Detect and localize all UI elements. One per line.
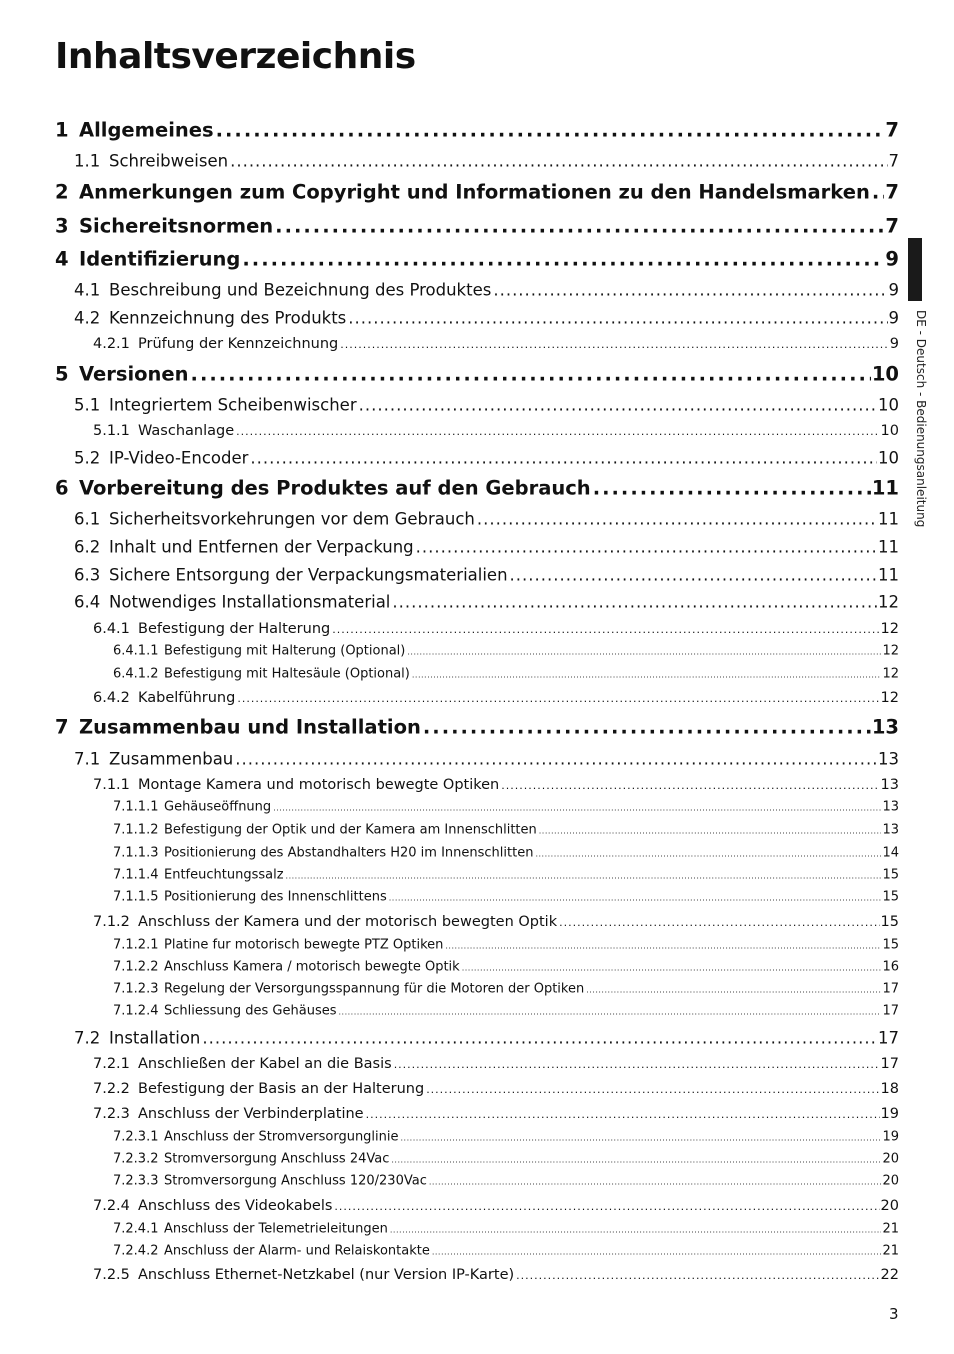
toc-entry[interactable]	[55, 152, 899, 171]
toc-entry-title: Befestigung mit Haltesäule (Optional)	[164, 666, 410, 682]
toc-entry-title: Notwendiges Installationsmaterial	[109, 592, 391, 612]
dot-leader	[236, 425, 879, 438]
toc-entry-title: Sicherheitsvorkehrungen vor dem Gebrauch	[109, 509, 475, 529]
toc-entry-page: 11	[878, 537, 899, 557]
toc-entry-title: Waschanlage	[138, 423, 235, 439]
toc-entry-number: 5.2	[74, 448, 101, 468]
page-number: 3	[889, 1305, 899, 1323]
toc-entry-page: 10	[880, 423, 899, 439]
toc-entry-number: 7.2.2	[93, 1081, 130, 1097]
page-title: Inhaltsverzeichnis	[55, 36, 416, 77]
toc-entry-title: Kennzeichnung des Produkts	[109, 308, 347, 328]
toc-entry-page: 12	[880, 621, 899, 637]
toc-entry-label	[93, 423, 236, 439]
toc-entry-page: 14	[882, 845, 899, 861]
dot-leader	[389, 894, 882, 903]
toc-entry-number: 7.1	[74, 749, 101, 769]
toc-entry-title: Kabelführung	[138, 690, 236, 706]
toc-entry-number: 6.4.2	[93, 690, 130, 706]
toc-entry-label	[93, 777, 501, 793]
toc-entry[interactable]	[55, 1174, 899, 1189]
toc-entry-title: Befestigung der Basis an der Halterung	[138, 1081, 425, 1097]
dot-leader	[394, 1058, 880, 1071]
toc-entry-title: Schreibweisen	[109, 151, 229, 171]
toc-entry-label	[55, 181, 872, 204]
toc-entry-page: 22	[880, 1267, 899, 1283]
dot-leader	[462, 964, 882, 973]
toc-entry-page: 13	[882, 799, 899, 815]
toc-entry[interactable]	[55, 449, 899, 468]
toc-entry-page: 20	[882, 1151, 899, 1167]
toc-entry-page: 13	[871, 715, 899, 739]
toc-entry-number: 6.4.1.2	[113, 666, 159, 682]
toc-entry-page: 21	[882, 1243, 899, 1259]
toc-entry-label	[113, 667, 412, 682]
toc-entry-title: Beschreibung und Bezeichnung des Produktes	[109, 280, 492, 300]
dot-leader	[390, 1226, 882, 1235]
toc-entry-label	[113, 1174, 429, 1189]
toc-entry-title: Versionen	[79, 362, 189, 386]
toc-entry[interactable]	[55, 777, 899, 793]
toc-entry-title: Befestigung mit Halterung (Optional)	[164, 643, 406, 659]
dot-leader	[872, 181, 885, 204]
toc-entry-number: 4.1	[74, 280, 101, 300]
toc-entry-number: 7.1.2.1	[113, 937, 159, 953]
dot-leader	[477, 510, 877, 529]
toc-entry-label	[113, 982, 586, 997]
toc-entry-label	[113, 1152, 391, 1167]
dot-leader	[516, 1269, 879, 1282]
toc-entry-title: Entfeuchtungssalz	[164, 867, 284, 883]
toc-entry-label	[93, 1267, 516, 1283]
toc-entry-number: 7.2.4.2	[113, 1243, 159, 1259]
toc-entry-page: 13	[878, 749, 899, 769]
toc-entry-label	[113, 1222, 390, 1237]
toc-entry-number: 7.1.1.4	[113, 867, 159, 883]
toc-entry-title: Anschluss der Stromversorgunglinie	[164, 1129, 399, 1145]
toc-entry-page: 19	[880, 1106, 899, 1122]
dot-leader	[334, 1200, 879, 1213]
toc-entry-title: Anmerkungen zum Copyright und Informationen zu den Handelsmarken	[79, 180, 870, 204]
toc-entry-label	[93, 1198, 334, 1214]
toc-entry-title: Anschluss der Kamera und der motorisch bewegten Optik	[138, 914, 558, 930]
toc-entry[interactable]	[55, 823, 899, 838]
toc-entry-number: 6.2	[74, 537, 101, 557]
toc-entry[interactable]	[55, 336, 899, 352]
dot-leader	[230, 152, 887, 171]
toc-entry-number: 7.2	[74, 1028, 101, 1048]
toc-entry[interactable]	[55, 538, 899, 557]
toc-entry[interactable]	[55, 309, 899, 328]
toc-entry-title: Positionierung des Abstandhalters H20 im Innenschlitten	[164, 845, 534, 861]
toc-entry-page: 10	[878, 448, 899, 468]
toc-entry-number: 6.3	[74, 565, 101, 585]
dot-leader	[235, 750, 877, 769]
toc-entry-number: 1.1	[74, 151, 101, 171]
dot-leader	[586, 986, 881, 995]
toc-entry-page: 9	[888, 308, 899, 328]
toc-entry-page: 12	[878, 592, 899, 612]
toc-entry[interactable]	[55, 1152, 899, 1167]
toc-entry-page: 17	[882, 1003, 899, 1019]
toc-entry-title: Vorbereitung des Produktes auf den Gebrauch	[79, 476, 591, 500]
toc-entry-title: Anschluss der Verbinderplatine	[138, 1106, 364, 1122]
dot-leader	[535, 850, 881, 859]
toc-entry[interactable]	[55, 248, 899, 271]
toc-entry-number: 1	[55, 118, 69, 142]
toc-entry-title: Allgemeines	[79, 118, 214, 142]
toc-entry-page: 10	[878, 395, 899, 415]
toc-entry-number: 7	[55, 715, 69, 739]
toc-entry-page: 16	[882, 959, 899, 975]
toc-entry-title: Positionierung des Innenschlittens	[164, 889, 387, 905]
toc-entry-number: 7.2.3.1	[113, 1129, 159, 1145]
toc-entry-number: 7.1.1	[93, 777, 130, 793]
toc-entry-title: Inhalt und Entfernen der Verpackung	[109, 537, 414, 557]
language-tab-marker	[908, 238, 922, 301]
dot-leader	[401, 1134, 882, 1143]
toc-entry[interactable]	[55, 868, 899, 883]
toc-entry-label	[55, 215, 275, 238]
toc-entry[interactable]	[55, 800, 899, 815]
toc-entry-page: 11	[878, 509, 899, 529]
toc-entry-label	[113, 960, 462, 975]
dot-leader	[432, 1248, 882, 1257]
toc-entry[interactable]	[55, 1130, 899, 1145]
toc-entry-number: 4	[55, 247, 69, 271]
toc-entry-page: 7	[885, 118, 899, 142]
toc-entry-label	[74, 510, 477, 529]
dot-leader	[332, 623, 879, 636]
toc-entry-label	[74, 152, 230, 171]
toc-entry-title: Prüfung der Kennzeichnung	[138, 336, 339, 352]
toc-entry-title: Anschluss der Alarm- und Relaiskontakte	[164, 1243, 430, 1259]
toc-entry-number: 6.4.1	[93, 621, 130, 637]
toc-entry-label	[55, 363, 191, 386]
toc-entry-title: Anschluss Kamera / motorisch bewegte Optik	[164, 959, 460, 975]
toc-entry[interactable]	[55, 1106, 899, 1122]
toc-entry[interactable]	[55, 181, 899, 204]
toc-entry-page: 7	[888, 151, 899, 171]
toc-entry[interactable]	[55, 938, 899, 953]
toc-entry-label	[93, 621, 332, 637]
toc-entry[interactable]	[55, 750, 899, 769]
toc-entry-label	[93, 1106, 366, 1122]
dot-leader	[250, 449, 877, 468]
toc-entry-label	[74, 309, 348, 328]
dot-leader	[539, 827, 882, 836]
toc-entry-page: 12	[882, 643, 899, 659]
toc-entry-title: Platine fur motorisch bewegte PTZ Optiken	[164, 937, 444, 953]
toc-entry[interactable]	[55, 566, 899, 585]
toc-entry-number: 5	[55, 362, 69, 386]
dot-leader	[202, 1029, 877, 1048]
toc-entry-title: Regelung der Versorgungsspannung für die Motoren der Optiken	[164, 981, 585, 997]
toc-entry-label	[93, 1081, 426, 1097]
toc-entry[interactable]	[55, 1222, 899, 1237]
toc-entry[interactable]	[55, 1244, 899, 1259]
toc-entry-number: 7.2.3.3	[113, 1173, 159, 1189]
toc-entry-number: 2	[55, 180, 69, 204]
toc-entry-title: Anschluss der Telemetrieleitungen	[164, 1221, 388, 1237]
dot-leader	[191, 363, 871, 386]
toc-entry-label	[74, 566, 510, 585]
toc-entry-title: Zusammenbau und Installation	[79, 715, 421, 739]
dot-leader	[426, 1083, 879, 1096]
dot-leader	[412, 671, 882, 680]
toc-entry-page: 15	[882, 889, 899, 905]
toc-entry-number: 4.2	[74, 308, 101, 328]
toc-entry-title: Identifizierung	[79, 247, 241, 271]
toc-entry-number: 7.1.2.4	[113, 1003, 159, 1019]
toc-entry-title: Zusammenbau	[109, 749, 234, 769]
toc-entry-number: 7.1.1.2	[113, 822, 159, 838]
dot-leader	[366, 1108, 880, 1121]
toc-entry-label	[74, 281, 493, 300]
toc-entry[interactable]	[55, 982, 899, 997]
toc-entry-page: 17	[882, 981, 899, 997]
toc-entry-number: 4.2.1	[93, 336, 130, 352]
toc-entry-page: 12	[880, 690, 899, 706]
dot-leader	[559, 916, 879, 929]
toc-entry-title: Anschluss Ethernet-Netzkabel (nur Version IP-Karte)	[138, 1267, 515, 1283]
toc-entry-title: Befestigung der Halterung	[138, 621, 331, 637]
toc-entry-number: 6.4	[74, 592, 101, 612]
toc-entry-page: 17	[878, 1028, 899, 1048]
dot-leader	[339, 1008, 882, 1017]
toc-entry-number: 7.1.1.3	[113, 845, 159, 861]
toc-entry-title: Integriertem Scheibenwischer	[109, 395, 357, 415]
toc-entry[interactable]	[55, 593, 899, 612]
toc-entry-label	[93, 914, 559, 930]
toc-entry-page: 13	[882, 822, 899, 838]
dot-leader	[392, 593, 877, 612]
toc-entry-label	[113, 644, 407, 659]
toc-entry-title: Sichere Entsorgung der Verpackungsmaterialien	[109, 565, 508, 585]
dot-leader	[273, 804, 881, 813]
toc-entry-title: Montage Kamera und motorisch bewegte Optiken	[138, 777, 500, 793]
dot-leader	[391, 1156, 881, 1165]
side-language-label: DE - Deutsch - Bedienungsanleitung	[914, 310, 928, 528]
toc-entry-page: 9	[889, 336, 899, 352]
toc-entry[interactable]	[55, 716, 899, 739]
toc-entry-page: 20	[882, 1173, 899, 1189]
toc-entry-number: 7.1.1.5	[113, 889, 159, 905]
toc-entry-page: 12	[882, 666, 899, 682]
toc-entry[interactable]	[55, 281, 899, 300]
toc-entry[interactable]	[55, 423, 899, 439]
toc-entry-number: 5.1	[74, 395, 101, 415]
toc-entry-label	[74, 396, 359, 415]
toc-entry-title: IP-Video-Encoder	[109, 448, 249, 468]
dot-leader	[416, 538, 877, 557]
toc-entry-label	[74, 750, 235, 769]
toc-entry[interactable]	[55, 621, 899, 637]
toc-entry[interactable]	[55, 1267, 899, 1283]
toc-entry-label	[93, 690, 237, 706]
dot-leader	[429, 1178, 882, 1187]
dot-leader	[407, 648, 881, 657]
toc-entry-page: 20	[880, 1198, 899, 1214]
toc-entry[interactable]	[55, 690, 899, 706]
toc-entry-label	[113, 1004, 339, 1019]
toc-entry-number: 7.2.3	[93, 1106, 130, 1122]
toc-entry-label	[113, 938, 445, 953]
toc-entry-label	[113, 846, 535, 861]
toc-entry-page: 9	[888, 280, 899, 300]
toc-entry-label	[55, 248, 242, 271]
dot-leader	[286, 872, 882, 881]
toc-entry-page: 7	[885, 180, 899, 204]
toc-entry-number: 6.4.1.1	[113, 643, 159, 659]
toc-entry-page: 21	[882, 1221, 899, 1237]
toc-entry-page: 15	[882, 937, 899, 953]
toc-entry[interactable]	[55, 1081, 899, 1097]
toc-entry-title: Schliessung des Gehäuses	[164, 1003, 337, 1019]
dot-leader	[501, 779, 879, 792]
toc-entry-title: Anschließen der Kabel an die Basis	[138, 1056, 392, 1072]
toc-entry-title: Installation	[109, 1028, 201, 1048]
toc-entry-page: 11	[878, 565, 899, 585]
toc-entry-label	[93, 1056, 394, 1072]
toc-entry[interactable]	[55, 363, 899, 386]
toc-entry-page: 17	[880, 1056, 899, 1072]
dot-leader	[510, 566, 877, 585]
toc-entry-number: 7.2.5	[93, 1267, 130, 1283]
toc-entry-label	[113, 1130, 401, 1145]
toc-entry-label	[74, 593, 392, 612]
dot-leader	[340, 338, 889, 351]
toc-entry-number: 6	[55, 476, 69, 500]
dot-leader	[275, 215, 884, 238]
toc-entry-label	[113, 890, 389, 905]
dot-leader	[216, 119, 885, 142]
toc-entry-label	[55, 716, 423, 739]
toc-entry-number: 7.2.4.1	[113, 1221, 159, 1237]
toc-entry-label	[74, 538, 416, 557]
toc-entry[interactable]	[55, 890, 899, 905]
toc-entry-number: 7.1.1.1	[113, 799, 159, 815]
dot-leader	[423, 716, 871, 739]
dot-leader	[359, 396, 877, 415]
toc-entry[interactable]	[55, 914, 899, 930]
toc-entry-label	[74, 1029, 202, 1048]
toc-entry-page: 7	[885, 214, 899, 238]
toc-entry-label	[113, 823, 539, 838]
dot-leader	[493, 281, 887, 300]
toc-entry-number: 5.1.1	[93, 423, 130, 439]
toc-entry[interactable]	[55, 960, 899, 975]
toc-entry-title: Stromversorgung Anschluss 24Vac	[164, 1151, 390, 1167]
toc-entry-title: Befestigung der Optik und der Kamera am Innenschlitten	[164, 822, 537, 838]
toc-entry-page: 11	[871, 476, 899, 500]
toc-entry-page: 13	[880, 777, 899, 793]
dot-leader	[242, 248, 884, 271]
toc-entry[interactable]	[55, 1029, 899, 1048]
toc-entry[interactable]	[55, 1056, 899, 1072]
toc-entry-page: 10	[871, 362, 899, 386]
toc-entry-label	[55, 119, 216, 142]
toc-entry-title: Anschluss des Videokabels	[138, 1198, 333, 1214]
toc-entry-page: 15	[882, 867, 899, 883]
toc-entry-number: 6.1	[74, 509, 101, 529]
toc-entry[interactable]	[55, 1198, 899, 1214]
toc-entry-number: 7.2.3.2	[113, 1151, 159, 1167]
toc-entry-number: 7.2.1	[93, 1056, 130, 1072]
toc-entry[interactable]	[55, 396, 899, 415]
dot-leader	[237, 692, 879, 705]
toc-entry-title: Gehäuseöffnung	[164, 799, 272, 815]
toc-entry[interactable]	[55, 510, 899, 529]
toc-entry-number: 7.1.2	[93, 914, 130, 930]
dot-leader	[445, 942, 881, 951]
toc-entry[interactable]	[55, 477, 899, 500]
toc-entry-page: 19	[882, 1129, 899, 1145]
toc-entry-page: 15	[880, 914, 899, 930]
toc-entry-title: Stromversorgung Anschluss 120/230Vac	[164, 1173, 427, 1189]
toc-entry[interactable]	[55, 1004, 899, 1019]
toc-entry-label	[55, 477, 593, 500]
toc-entry-label	[113, 1244, 432, 1259]
toc-entry-number: 7.1.2.2	[113, 959, 159, 975]
toc-entry-title: Sichereitsnormen	[79, 214, 274, 238]
toc-entry[interactable]	[55, 846, 899, 861]
toc-entry[interactable]	[55, 119, 899, 142]
toc-entry[interactable]	[55, 667, 899, 682]
dot-leader	[348, 309, 887, 328]
toc-entry-label	[93, 336, 340, 352]
toc-entry[interactable]	[55, 644, 899, 659]
toc-entry-page: 18	[880, 1081, 899, 1097]
toc-entry-number: 7.1.2.3	[113, 981, 159, 997]
toc-entry-number: 3	[55, 214, 69, 238]
dot-leader	[593, 477, 871, 500]
toc-entry-label	[113, 800, 273, 815]
toc-entry-label	[113, 868, 286, 883]
toc-entry-page: 9	[885, 247, 899, 271]
toc-entry-label	[74, 449, 250, 468]
toc-entry[interactable]	[55, 215, 899, 238]
toc-entry-number: 7.2.4	[93, 1198, 130, 1214]
